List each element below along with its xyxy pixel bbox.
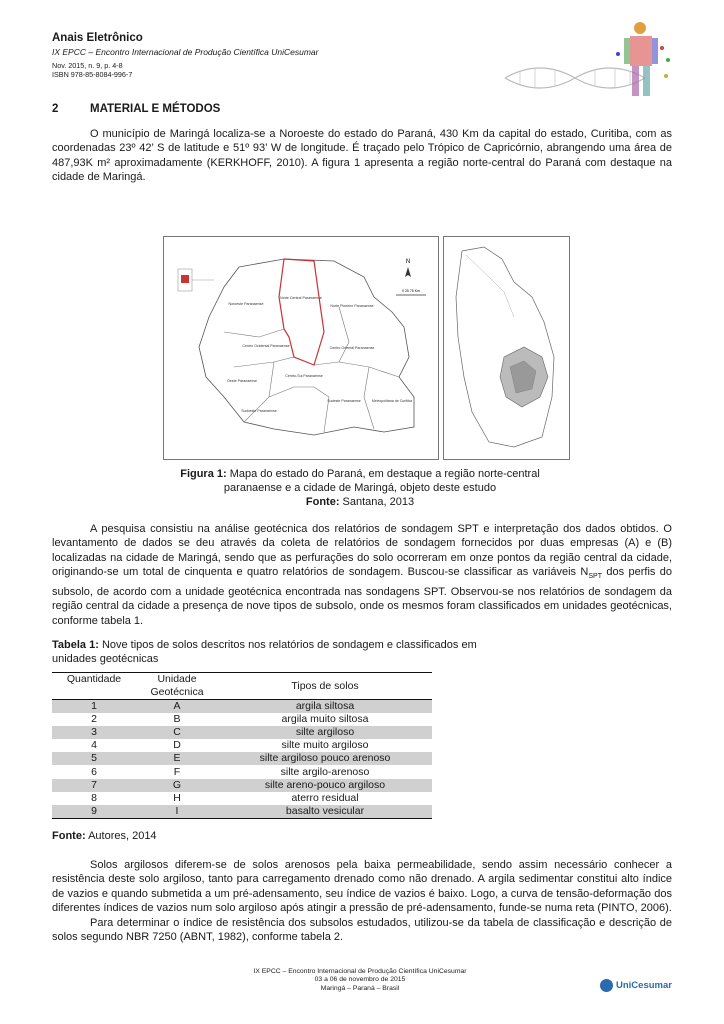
table-cell: basalto vesicular: [218, 805, 432, 818]
map-label: Noroeste Paranaense: [228, 302, 264, 306]
table-cell: 9: [52, 805, 136, 818]
map-label: Sudoeste Paranaense: [241, 409, 277, 413]
table-cell: E: [136, 752, 218, 765]
table-cell: 4: [91, 739, 97, 752]
table-row: [52, 700, 432, 714]
maringa-map-svg: [444, 237, 569, 459]
footer-line: IX EPCC – Encontro Internacional de Produção Científica UniCesumar: [253, 968, 467, 975]
figure-caption: [150, 467, 570, 509]
table-source: [52, 830, 157, 842]
table-cell: H: [173, 791, 181, 804]
table-cell: argila muito siltosa: [281, 713, 369, 726]
table-label: Tabela 1:: [52, 639, 99, 651]
table-cell: C: [136, 726, 218, 739]
table-source-label: Fonte:: [52, 830, 86, 842]
table-source-text: Autores, 2014: [88, 830, 157, 842]
footer-line: Maringá – Paraná – Brasil: [320, 984, 400, 992]
page-footer: [230, 968, 490, 993]
table-row: [52, 752, 432, 765]
map-label: Norte Central Paranaense: [280, 296, 322, 300]
header-unit: [136, 673, 218, 700]
map-parana: [163, 236, 439, 460]
text-run: A pesquisa consistiu na análise geotécnica dos relatórios de sondagem SPT e interpretação dos dados obtidos. O levantamento de dados se deu através da coleta de relatórios de sondagem fornecidos por duas empresas (A) e (B) localizadas na cidade de Maringá, sendo que as perfurações do solo ocorreram em onze pontos da região central da cidade, originando-se um total de cinquenta e quatro relatórios de sondagem. Buscou-se classificar as variáveis N: [52, 523, 672, 579]
table-cell: G: [136, 779, 218, 792]
table-row: [52, 726, 432, 739]
header-line: Unidade: [157, 673, 197, 685]
paragraph-text: O município de Maringá localiza-se a Noroeste do estado do Paraná, 430 Km da capital do estado, Curitiba, com as coordenadas 23º 42’ S de latitude e 51º 93’ W de longitude. É traçado pelo Trópico de Capricórnio, abrangendo uma área de 487,93K m² aproximadamente (KERKHOFF, 2010). A figura 1 apresenta a região norte-central do Paraná com destaque na cidade de Maringá.: [52, 128, 672, 184]
section-heading: [52, 103, 220, 115]
isbn: ISBN 978-85-8084-996-7: [52, 70, 133, 79]
table-cell: 1: [52, 700, 136, 714]
table-cell: A: [136, 700, 218, 714]
table-cell: 5: [52, 752, 136, 765]
caption-line: paranaense e a cidade de Maringá, objeto deste estudo: [223, 482, 497, 494]
table-cell: silte argilo-arenoso: [280, 765, 370, 778]
table-grid: [52, 673, 432, 818]
paragraph-text: [52, 522, 672, 628]
figure-source-label: Fonte:: [305, 496, 340, 508]
journal-title: Anais Eletrônico: [52, 32, 143, 44]
table-caption: [52, 638, 552, 666]
map-maringa: [443, 236, 570, 460]
table-body: [52, 700, 432, 818]
table-cell: B: [173, 713, 181, 726]
footer-line: 03 a 06 de novembro de 2015: [314, 976, 406, 984]
unicesumar-logo: [600, 979, 672, 992]
map-label: Centro Oriental Paranaense: [329, 346, 375, 350]
table-header-row: [52, 673, 432, 700]
north-arrow-icon: N: [405, 259, 411, 265]
table-row: [52, 713, 432, 726]
table-cell: silte muito argiloso: [281, 739, 369, 752]
map-label: Norte Pioneiro Paranaense: [330, 304, 374, 308]
table-cell: argila siltosa: [218, 700, 432, 714]
table-cell: silte areno-pouco argiloso: [218, 779, 432, 792]
section-title: MATERIAL E MÉTODOS: [90, 103, 221, 115]
table-row: [52, 779, 432, 792]
table-cell: 8: [91, 791, 97, 804]
header-quantity: Quantidade: [66, 673, 122, 685]
table-row: [52, 739, 432, 752]
paragraph-clay: [52, 858, 672, 944]
caption-line: Nove tipos de solos descritos nos relatórios de sondagem e classificados em: [101, 639, 477, 651]
figure-label: Figura 1:: [180, 468, 227, 480]
map-label: Metropolitana de Curitiba: [371, 399, 413, 403]
parana-map-svg: [164, 237, 438, 459]
scale-bar: 0 25 75 Km: [402, 289, 420, 293]
subscript-spt: SPT: [588, 573, 602, 581]
paragraph-text: Para determinar o índice de resistência dos subsolos estudados, utilizou-se da tabela de classificação e descrição de solos segundo NBR 7250 (ABNT, 1982), conforme tabela 2.: [52, 916, 672, 944]
paragraph-location: [52, 127, 672, 185]
table-cell: 6: [91, 765, 97, 778]
soil-types-table: [52, 672, 432, 819]
header-types: Tipos de solos: [291, 679, 359, 692]
brand-name: UniCesumar: [616, 980, 672, 992]
figure-source: Santana, 2013: [342, 496, 415, 508]
table-cell: I: [136, 805, 218, 818]
header-line: Geotécnica: [150, 686, 204, 698]
caption-line: Mapa do estado do Paraná, em destaque a região norte-central: [229, 468, 540, 480]
table-row: [52, 805, 432, 818]
text-run: dos perfis do subsolo, de acordo com a unidade geotécnica encontrada nas sondagens SPT. Observou-se nos relatórios de sondagem da região central da cidade a presença de nove tipos de subsolo, onde os mesmos foram classificados em unidades geotécnicas, conforme tabela 1.: [52, 566, 672, 627]
map-label: Sudeste Paranaense: [327, 399, 361, 403]
table-cell: 3: [52, 726, 136, 739]
paragraph-text: Solos argilosos diferem-se de solos arenosos pela baixa permeabilidade, sendo assim necessário conhecer a resistência deste solo argiloso, tanto para carregamento drenado como não drenado. A argila sedimentar constitui alto índice de vazios e quando submetida a um pré-adensamento, seu índice de vazios é baixo. Logo, a curva de tensão-deformação dos diferentes índices de vazios num solo argiloso após atingir a pressão de pré-adensamento, funde-se numa reta (PINTO, 2006).: [52, 859, 672, 915]
table-cell: D: [173, 739, 181, 752]
section-number: 2: [52, 103, 59, 115]
issue-info: Nov. 2015, n. 9, p. 4-8: [52, 61, 123, 70]
table-cell: 2: [91, 713, 97, 726]
unicesumar-logo-icon: [600, 979, 613, 992]
caption-line: unidades geotécnicas: [52, 653, 159, 665]
map-label: Centro-Sul Paranaense: [285, 374, 323, 378]
table-cell: silte argiloso: [218, 726, 432, 739]
table-cell: F: [173, 765, 181, 778]
map-label: Centro Ocidental Paranaense: [242, 344, 290, 348]
paragraph-methods: [52, 522, 672, 628]
event-subtitle: IX EPCC – Encontro Internacional de Produção Científica UniCesumar: [52, 47, 319, 57]
map-label: Oeste Paranaense: [227, 379, 257, 383]
table-cell: 7: [52, 779, 136, 792]
table-cell: aterro residual: [291, 791, 359, 804]
table-row: [52, 792, 432, 805]
table-cell: silte argiloso pouco arenoso: [218, 752, 432, 765]
conference-logo-icon: [500, 18, 680, 100]
table-row: [52, 765, 432, 778]
